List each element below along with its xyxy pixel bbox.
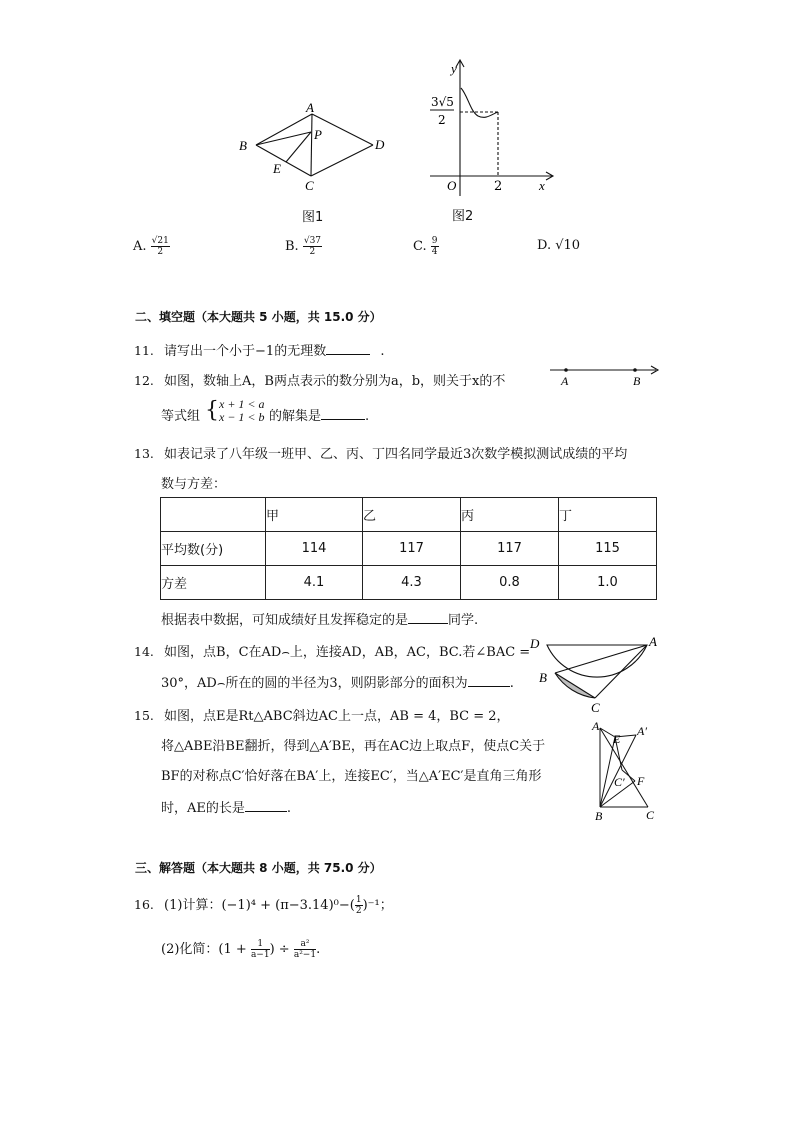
q11-end: . bbox=[380, 344, 385, 359]
table-cell: 1.0 bbox=[559, 566, 657, 600]
choice-b[interactable] bbox=[285, 236, 322, 257]
q12-suffix: 的解集是 bbox=[269, 409, 322, 424]
q12-ineq2: x − 1 < b bbox=[219, 410, 265, 424]
segment-be bbox=[600, 737, 615, 807]
q14-line1: 如图，点B，C在AD⌢上，连接AD，AB，AC，BC.若∠BAC = bbox=[164, 645, 531, 660]
table-header-cell: 甲 bbox=[266, 498, 363, 532]
function-curve bbox=[461, 88, 498, 117]
table-cell: 0.8 bbox=[461, 566, 559, 600]
y-label: y bbox=[451, 61, 457, 76]
table-cell: 4.1 bbox=[266, 566, 363, 600]
q16-p2-end: . bbox=[316, 942, 321, 957]
choice-c-fraction: $\frac{9}{4}$ bbox=[431, 236, 438, 257]
q16-p1-expr: (−1)⁴ + (π−3.14)⁰−( bbox=[221, 898, 355, 913]
choice-a[interactable] bbox=[133, 236, 170, 257]
q15-line4: 时，AE的长是 bbox=[161, 801, 245, 816]
figure-14-circle-segment bbox=[525, 630, 665, 715]
x-label: x bbox=[539, 178, 545, 193]
q16-number: 16. bbox=[134, 897, 154, 912]
label-c: C bbox=[305, 178, 314, 193]
q15-line3: BF的对称点C′恰好落在BA′上，连接EC′，当△A′EC′是直角三角形 bbox=[161, 769, 542, 784]
q16-p1-label: (1)计算： bbox=[164, 898, 222, 913]
choice-d[interactable] bbox=[537, 238, 580, 253]
question-15 bbox=[134, 705, 510, 724]
q16-p1-tail: )⁻¹； bbox=[362, 898, 393, 913]
label-b: B bbox=[595, 809, 603, 823]
table-row bbox=[161, 566, 657, 600]
q14-end: . bbox=[509, 676, 514, 691]
choice-b-fraction: $\frac{√37}{2}$ bbox=[303, 236, 322, 257]
label-a: A bbox=[306, 100, 314, 115]
label-a-prime: A′ bbox=[637, 724, 647, 738]
section-3-title: 三、解答题（本大题共 8 小题，共 75.0 分） bbox=[135, 861, 382, 875]
question-13 bbox=[134, 443, 627, 462]
q12-line1: 如图，数轴上A，B两点表示的数分别为a，b，则关于x的不 bbox=[164, 374, 506, 389]
table-cell: 4.3 bbox=[363, 566, 461, 600]
q14-answer-blank[interactable] bbox=[468, 674, 510, 687]
q12-line2 bbox=[161, 405, 200, 424]
label-f: F bbox=[637, 774, 645, 788]
q13-line2: 数与方差： bbox=[161, 477, 227, 492]
label-a: A bbox=[561, 374, 569, 388]
y-tick-denominator: 2 bbox=[438, 113, 446, 127]
y-tick-numerator: 3√5 bbox=[431, 95, 454, 109]
label-d: D bbox=[375, 137, 385, 152]
q12-suffix-line bbox=[269, 405, 369, 424]
segment-ac bbox=[600, 728, 648, 807]
q16-p2-fraction2: $\frac{\text{a²}}{\text{a²−1}}$ bbox=[293, 939, 317, 960]
q16-p2-label: (2)化简： bbox=[161, 942, 219, 957]
q15-number: 15. bbox=[134, 708, 154, 723]
edge-dc bbox=[311, 145, 373, 176]
q12-end: . bbox=[365, 409, 370, 424]
point-b bbox=[633, 368, 637, 372]
q13-after-post: 同学. bbox=[448, 613, 479, 628]
edge-cb bbox=[256, 145, 311, 176]
table-header-cell: 丁 bbox=[559, 498, 657, 532]
choice-b-key: B. bbox=[285, 239, 299, 254]
figure-1-rhombus bbox=[230, 98, 400, 198]
q13-after bbox=[161, 609, 478, 628]
label-e: E bbox=[273, 161, 281, 176]
label-d: D bbox=[530, 636, 540, 651]
q12-brace: { bbox=[205, 398, 219, 423]
label-b: B bbox=[239, 138, 247, 153]
q13-answer-blank[interactable] bbox=[408, 611, 448, 624]
q15-end: . bbox=[286, 801, 292, 816]
figure-15-triangle bbox=[588, 715, 668, 825]
q15-line2: 将△ABE沿BE翻折，得到△A′BE，再在AC边上取点F，使点C关于 bbox=[161, 739, 546, 754]
q16-p1-fraction: $\frac{1}{2}$ bbox=[355, 895, 362, 916]
figure-1-caption: 图1 bbox=[302, 210, 324, 225]
q13-line1: 如表记录了八年级一班甲、乙、丙、丁四名同学最近3次数学模拟测试成绩的平均 bbox=[164, 447, 628, 462]
q12-number: 12. bbox=[134, 373, 154, 388]
q14-line2-wrap bbox=[161, 672, 514, 691]
label-c: C bbox=[591, 700, 600, 715]
table-header-cell bbox=[161, 498, 266, 532]
q16-part2 bbox=[161, 938, 320, 960]
choice-c-key: C. bbox=[413, 239, 427, 254]
q11-number: 11. bbox=[134, 343, 154, 358]
q15-line1: 如图，点E是Rt△ABC斜边AC上一点，AB = 4，BC = 2， bbox=[164, 709, 510, 724]
q12-prefix: 等式组 bbox=[161, 409, 201, 424]
segment-bp bbox=[256, 132, 311, 145]
q16-p2-a: (1 + bbox=[218, 942, 247, 957]
choice-a-fraction: $\frac{√21}{2}$ bbox=[151, 236, 169, 257]
q16-p2-fraction1: $\frac{1}{a-1}$ bbox=[250, 939, 270, 960]
q11-text: 请写出一个小于−1的无理数 bbox=[164, 344, 327, 359]
q12-answer-blank[interactable] bbox=[321, 407, 365, 420]
question-11 bbox=[134, 340, 384, 359]
choice-a-key: A. bbox=[133, 239, 147, 254]
question-16 bbox=[134, 894, 393, 916]
table-row-label: 平均数(分) bbox=[161, 532, 266, 566]
table-cell: 117 bbox=[363, 532, 461, 566]
section-2-title: 二、填空题（本大题共 5 小题，共 15.0 分） bbox=[135, 310, 382, 324]
q16-p2-b: ) ÷ bbox=[269, 942, 290, 957]
label-e: E bbox=[613, 732, 621, 746]
q12-system bbox=[219, 398, 265, 424]
choice-d-key: D. bbox=[537, 238, 552, 253]
label-p: P bbox=[314, 127, 322, 142]
question-14 bbox=[134, 641, 530, 660]
label-c-prime: C′ bbox=[614, 775, 625, 789]
question-12 bbox=[134, 370, 505, 389]
figure-2-graph bbox=[420, 56, 560, 201]
point-a bbox=[564, 368, 568, 372]
score-table bbox=[160, 497, 657, 600]
table-cell: 115 bbox=[559, 532, 657, 566]
edge-ac bbox=[311, 114, 312, 176]
table-header-row bbox=[161, 498, 657, 532]
x-tick-2: 2 bbox=[494, 179, 503, 194]
choice-c[interactable] bbox=[413, 236, 439, 257]
q15-answer-blank[interactable] bbox=[245, 799, 287, 812]
q11-answer-blank[interactable] bbox=[326, 342, 370, 355]
figure-2-caption: 图2 bbox=[452, 209, 474, 224]
label-a: A bbox=[649, 634, 657, 649]
table-cell: 117 bbox=[461, 532, 559, 566]
label-c: C bbox=[646, 808, 655, 822]
table-header-cell: 乙 bbox=[363, 498, 461, 532]
origin-label: O bbox=[447, 178, 457, 193]
figure-12-number-line bbox=[548, 362, 663, 388]
q13-after-pre: 根据表中数据，可知成绩好且发挥稳定的是 bbox=[161, 613, 409, 628]
label-b: B bbox=[633, 374, 641, 388]
choice-d-value: √10 bbox=[555, 238, 581, 253]
label-a: A bbox=[592, 719, 600, 733]
q14-line2: 30°，AD⌢所在的圆的半径为3，则阴影部分的面积为 bbox=[161, 676, 468, 691]
q14-number: 14. bbox=[134, 644, 154, 659]
table-header-cell: 丙 bbox=[461, 498, 559, 532]
table-cell: 114 bbox=[266, 532, 363, 566]
table-row bbox=[161, 532, 657, 566]
label-b: B bbox=[539, 670, 547, 685]
q13-number: 13. bbox=[134, 446, 154, 461]
table-row-label: 方差 bbox=[161, 566, 266, 600]
q15-line4-wrap bbox=[161, 797, 291, 816]
q12-ineq1: x + 1 < a bbox=[219, 397, 265, 411]
